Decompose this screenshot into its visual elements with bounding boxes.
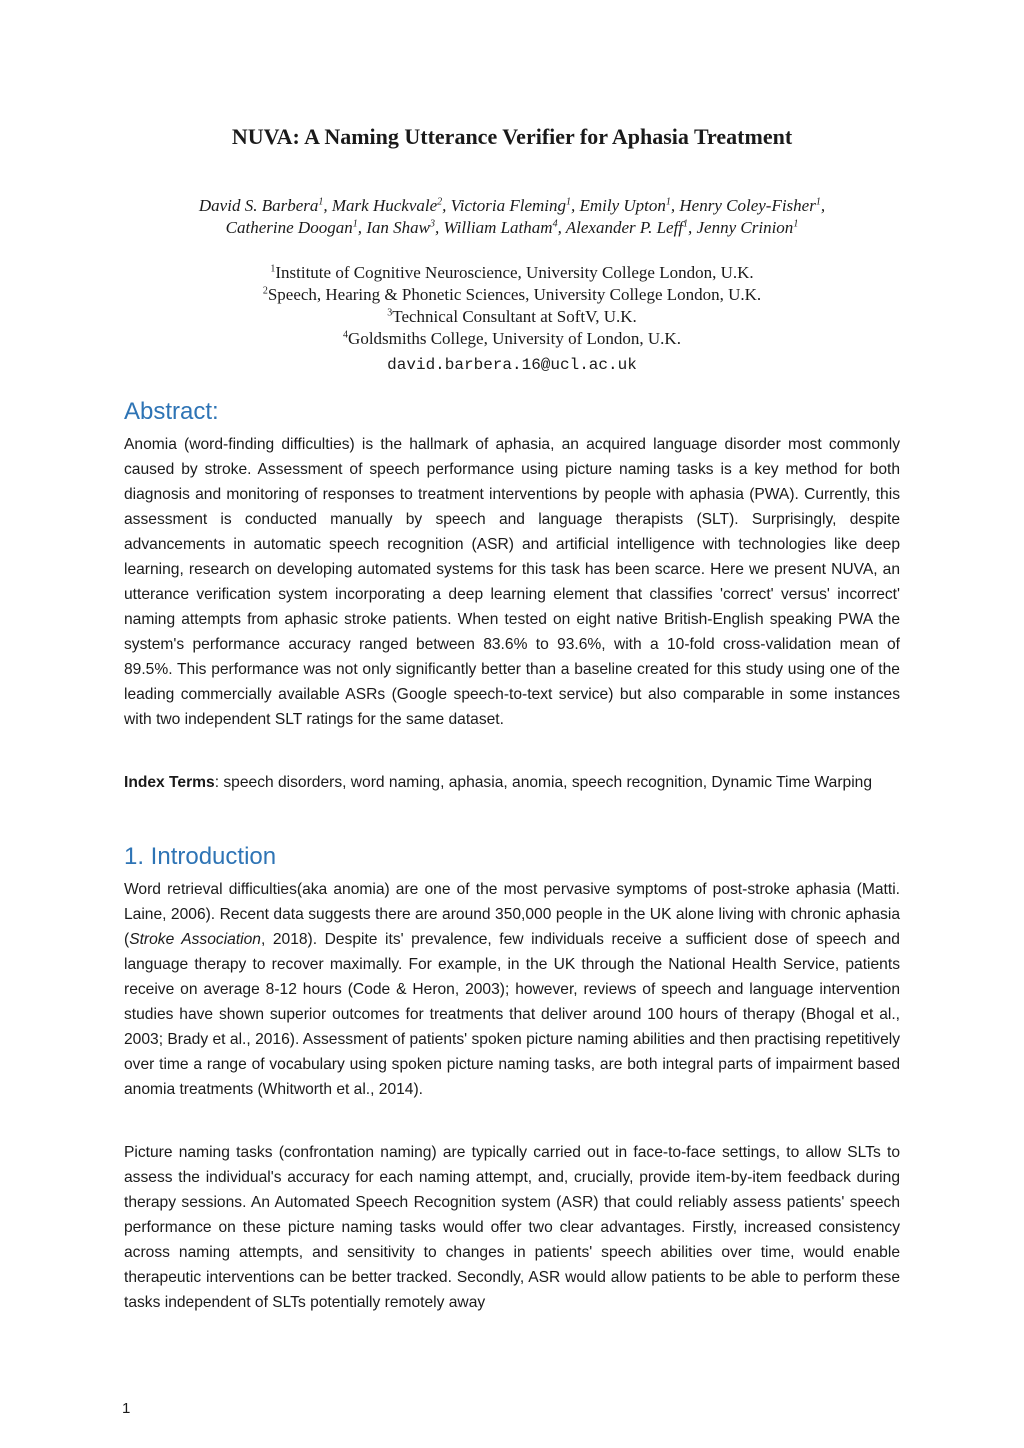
intro-p1-after: , 2018). Despite its' prevalence, few individuals receive a sufficient dose of speech and language therapy to recover maximally. For example, in the UK through the National Health Service, patients receive on average 8-12 hours (Code & Heron, 2003); however, reviews of speech and language intervention studies have shown superior outcomes for treatments that deliver around 100 hours of therapy (Bhogal et al., 2003; Brady et al., 2016). Assessment of patients' spoken picture naming abilities and then practising repetitively over time a range of vocabulary using spoken picture naming tasks, are both integral parts of impairment based anomia treatments (Whitworth et al., 2014). [124, 931, 900, 1098]
abstract-paragraph: Anomia (word-finding difficulties) is the hallmark of aphasia, an acquired language disorder most commonly caused by stroke. Assessment of speech performance using picture naming tasks is a key method for both diagnosis and monitoring of responses to treatment interventions by people with aphasia (PWA). Currently, this assessment is conducted manually by speech and language therapists (SLT). Surprisingly, despite advancements in automatic speech recognition (ASR) and artificial intelligence with technologies like deep learning, research on developing automated systems for this task has been scarce. Here we present NUVA, an utterance verification system incorporating a deep learning element that classifies 'correct' versus' incorrect' naming attempts from aphasic stroke patients. When tested on eight native British-English speaking PWA the system's performance accuracy ranged between 83.6% to 93.6%, with a 10-fold cross-validation mean of 89.5%. This performance was not only significantly better than a baseline created for this study using one of the leading commercially available ASRs (Google speech-to-text service) but also comparable in some instances with two independent SLT ratings for the same dataset. [124, 436, 900, 728]
author-name: Mark Huckvale [331, 196, 438, 215]
author-name: Emily Upton [579, 196, 666, 215]
author-name: Jenny Crinion [696, 218, 794, 237]
author-line-2 [0, 217, 1024, 239]
author-affil-sup: 2 [437, 196, 443, 208]
author-sep: , [688, 218, 697, 237]
author-name: David S. Barbera [198, 196, 319, 215]
contact-email[interactable]: david.barbera.16@ucl.ac.uk [387, 356, 637, 374]
author-name: Alexander P. Leff [565, 218, 684, 237]
intro-p1-italic: Stroke Association [129, 931, 261, 948]
intro-p1-text [124, 877, 900, 1102]
author-sep: , [820, 196, 826, 215]
affiliation-text: Goldsmiths College, University of London, U.K. [348, 329, 681, 348]
affiliation-sup: 1 [270, 263, 276, 275]
author-name: Catherine Doogan [225, 218, 353, 237]
intro-p2-text: Picture naming tasks (confrontation naming) are typically carried out in face-to-face settings, to allow SLTs to assess the individual's accuracy for each naming attempt, and, crucially, provide item-by-item feedback during therapy sessions. An Automated Speech Recognition system (ASR) that could reliably assess patients' speech performance on these picture naming tasks would offer two clear advantages. Firstly, increased consistency across naming attempts, and sensitivity to changes in patients' speech abilities over time, would enable therapeutic interventions can be better tracked. Secondly, ASR would allow patients to be able to perform these tasks independent of SLTs potentially remotely away [124, 1144, 900, 1311]
author-sep: , [670, 196, 680, 215]
introduction-paragraph-1 [124, 877, 900, 1102]
author-affil-sup: 1 [566, 196, 571, 208]
index-terms-label: Index Terms [124, 774, 215, 791]
index-terms-paragraph [124, 770, 900, 795]
affiliation-2 [0, 284, 1024, 306]
author-name: Ian Shaw [366, 218, 430, 237]
affiliation-text: Speech, Hearing & Phonetic Sciences, University College London, U.K. [267, 285, 762, 304]
index-terms [124, 770, 900, 795]
author-name: Victoria Fleming [450, 196, 566, 215]
author-list [0, 195, 1024, 239]
author-sep: , [571, 196, 580, 215]
author-affil-sup: 1 [793, 218, 799, 230]
author-sep: , [323, 196, 332, 215]
author-affil-sup: 3 [429, 218, 435, 230]
page-number: 1 [122, 1400, 131, 1417]
affiliation-1 [0, 262, 1024, 284]
intro-p1-before: Word retrieval difficulties(aka anomia) are one of the most pervasive symptoms of post-stroke aphasia (Matti. Laine, 2006). Recent data suggests there are around 350,000 people in the UK alone living with chronic aphasia ( [124, 881, 900, 948]
author-name: William Latham [443, 218, 553, 237]
affiliation-4 [0, 328, 1024, 350]
introduction-paragraph-2 [124, 1140, 900, 1315]
author-affil-sup: 1 [683, 218, 689, 230]
affiliation-sup: 4 [343, 329, 349, 341]
author-sep: , [557, 218, 566, 237]
abstract-body [124, 432, 900, 732]
affiliation-sup: 3 [387, 307, 393, 319]
affiliation-3 [0, 306, 1024, 328]
author-affil-sup: 1 [318, 196, 324, 208]
index-terms-text: : speech disorders, word naming, aphasia, anomia, speech recognition, Dynamic Time Warping [214, 774, 873, 791]
author-affil-sup: 1 [815, 196, 821, 208]
author-sep: , [434, 218, 444, 237]
abstract-heading: Abstract: [124, 398, 219, 425]
affiliation-text: Technical Consultant at SoftV, U.K. [392, 307, 637, 326]
author-line-1 [0, 195, 1024, 217]
author-affil-sup: 1 [665, 196, 671, 208]
affiliation-text: Institute of Cognitive Neuroscience, University College London, U.K. [275, 263, 754, 282]
affiliation-sup: 2 [262, 285, 268, 297]
author-affil-sup: 1 [352, 218, 358, 230]
affiliation-list [0, 262, 1024, 376]
author-sep: , [357, 218, 367, 237]
paper-title: NUVA: A Naming Utterance Verifier for Aphasia Treatment [231, 124, 793, 149]
introduction-heading: 1. Introduction [124, 843, 277, 870]
author-affil-sup: 4 [552, 218, 558, 230]
author-name: Henry Coley-Fisher [679, 196, 816, 215]
author-sep: , [442, 196, 451, 215]
